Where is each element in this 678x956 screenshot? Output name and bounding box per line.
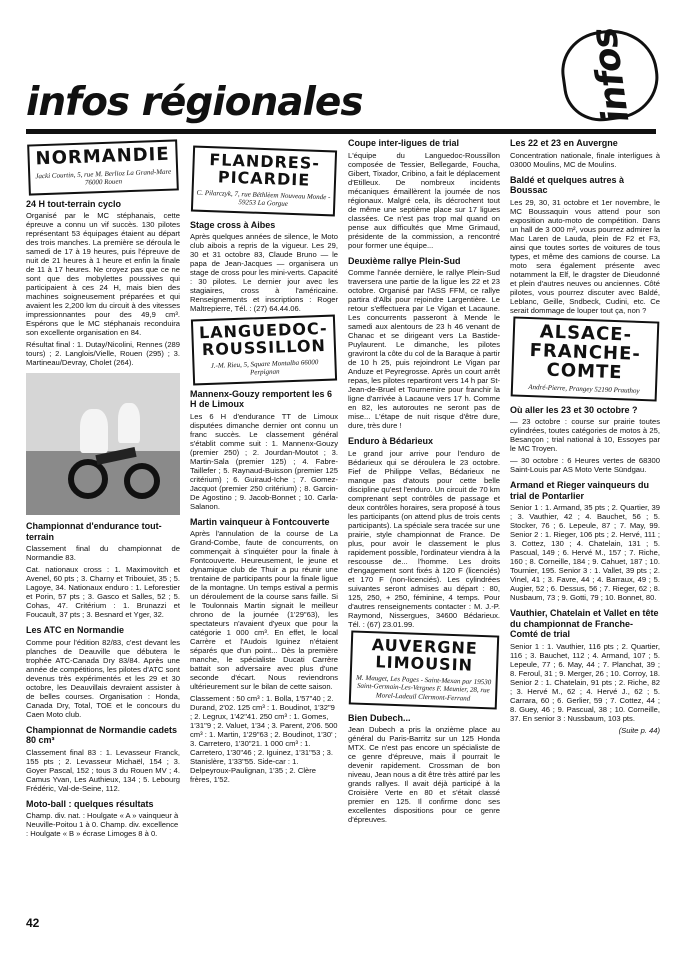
column-3	[348, 138, 500, 827]
article-results: Classement : 50 cm³ : 1. Bolla, 1'57"40 ; 2. Durand, 2'02. 125 cm³ : 1. Boudinot, 1'32"9 ; 2. Legrux, 1'42"41. 250 cm³ : 1. Gomes, 1'31"9 ; 2. Valuet, 1'34 ; 3. Parent, 2'06. 500 cm³ : 1. Martin, 1'29"63 ; 2. Boudinot, 1'30' ; 3. Carretero, 1'30"21. 1 000 cm³ : 1. Carretero, 1'30"46 ; 2. Iguinez, 1'31"53 ; 3. Stanislère, 1'33"55. Side-car : 1. Delpeyroux-Paulignan, 1'35 ; 2. Clère frères, 1'52.	[190, 694, 338, 785]
article-title: Enduro à Bédarieux	[348, 436, 434, 446]
article-title: Championnat de Normandie cadets 80 cm³	[26, 724, 178, 746]
article-title: Bien Dubech...	[348, 712, 411, 723]
article-results: Senior 1 : 1. Vauthier, 116 pts ; 2. Quartier, 116 ; 3. Bauchet, 112 ; 4. Armand, 107 ; 5. Lepeule, 77 ; 6. May, 44 ; 7. Planchat, 39 ; 8. Feroul, 31 ; 9. Merger, 26 ; 10. Corroy, 18. Senior 2 : 1. Chatelain, 91 pts ; 2. Riche, 82 ; 3. Hervé M., 62 ; 4. Hervé J., 62 ; 5. Carrara, 60 ; 6. Gerlier, 59 ; 7. Cottez, 44 ; 8. Guey, 46 ; 9. Pascual, 38 ; 10. Corneille, 37. En senior 3 : Nussbaum, 103 pts.	[510, 641, 660, 723]
article-title: Armand et Rieger vainqueurs du trial de Pontarlier	[510, 480, 650, 501]
article-title: Stage cross à Aibes	[190, 219, 276, 230]
region-address: André-Pierre, Prangey 52190 Prauthoy	[528, 382, 640, 395]
article-text: — 23 octobre : course sur prairie toutes cylindrées, toutes catégories de motos à 25, Besançon ; trial national à 10, Essoyes par le MC Troyen.	[510, 417, 660, 454]
page-title: infos régionales	[26, 80, 363, 125]
article-title: Moto-ball : quelques résultats	[26, 798, 154, 809]
article-title: Mannenx-Gouzy remportent les 6 H de Limoux	[190, 388, 333, 410]
region-address: M. Mauget, Les Pages - Saint-Mexan par 19530 Saint-Germain-Les-Vergnes F. Meunier, 28, rue Morel-Ladeuil Clermont-Ferrand	[356, 672, 492, 702]
article-results: Senior 1 : 1. Armand, 35 pts ; 2. Quartier, 39 ; 3. Vauthier, 42 ; 4. Bauchet, 56 ; 5. Stocker, 76 ; 6. Lepeule, 87 ; 7. May, 99. Senior 2 : 1. Rieger, 106 pts ; 2. Hervé, 111 ; 3. Cottez, 130 ; 4. Chatelain, 131 ; 5. Pascual, 149 ; 6. Hervé M., 157 ; 7. Riche, 160 ; 8. Corneille, 184 ; 9. Cahuet, 187 ; 10. Tournier, 195. Senior 3 : 1. Vallet, 39 pts ; 2. Vinel, 41 ; 3. Favre, 44 ; 4. Barraux, 49 ; 5. Augier, 52 ; 6. Dessus, 56 ; 7. Rieger, 62 ; 8. Nusbaum, 73 ; 9. Gotti, 79 ; 10. Bonnet, 80.	[510, 503, 660, 603]
title-rule	[26, 129, 656, 134]
article-text: Champ. div. nat. : Houlgate « A » vainqueur à Neuville-Poitou 1 à 0. Champ. div. excellence : Houlgate « B » écrase Limoges 8 à 0.	[26, 811, 179, 839]
article-text: Les 29, 30, 31 octobre et 1er novembre, le MC Boussaquin vous attend pour son exposition auto-moto de compétition. Dans un hall de 3 000 m², vous pourrez admirer la Mac Laren de Lauda, plein de F2 et F3, ainsi que toutes sortes de voitures de tous types, et même des camions de course. La moto sera également présente avec notamment la Elf, le dragster de Dieudonné et plein d'autres neuves ou anciennes. Côté pilotes, vous pourrez discuter avec Baldé, Leblanc, Geille, Sndbeck, Cudini, etc. Ce serait dommage de louper tout ça, non ?	[510, 197, 660, 315]
logo-text: infos	[583, 25, 637, 125]
article-text: Organisé par le MC stéphanais, cette épreuve a connu un vif succès. 130 pilotes représentant 53 équipages étaient au départ des trois manches. La première se déroula le samedi de 17 à 19 heures, puis l'épreuve de nuit de 21 heures à 1 heure et enfin la finale de 11 à 17 heures. Ne croyez pas que ce ne sont que des mobylettes poussives qui participaient à ces 24 H, mais bien des machines soigneusement préparées et qui avaient les 2,200 km du circuit à des vitesses impressionnantes pour des 49,9 cm³. Espérons que le MC stéphanais reconduira son excellente organisation en 84.	[26, 211, 180, 338]
article-title: Championnat d'endurance tout-terrain	[26, 521, 162, 542]
page-number: 42	[26, 916, 40, 930]
article-results: Cat. nationaux cross : 1. Maximovitch et Avenel, 60 pts ; 3. Charny et Tribouiet, 35 ; 5. Lagoye, 34. Nationaux enduro : 1. Leforestier et Porin, 57 pts ; 3. Gasco et Salles, 52 ; 5. Cohas, 47. Critérium : 1. Brunazzi et Foucault, 37 pts ; 3. Besnard et Yger, 32.	[26, 565, 180, 620]
article-results: Résultat final : 1. Dutay/Nicolini, Rennes (289 tours) ; 2. Langlois/Vielle, Rouen (295) ; 3. Martineau/Devray, Cholet (264).	[26, 340, 180, 368]
region-box-auvergne-limousin	[349, 630, 499, 709]
article-title: Baldé et quelques autres à Boussac	[510, 174, 625, 195]
column-1	[26, 138, 180, 841]
article-title: Vauthier, Chatelain et Vallet en tête du championnat de Franche-Comté de trial	[510, 608, 659, 640]
motocross-photo	[26, 373, 180, 515]
article-text: Classement final 83 : 1. Levasseur Franck, 155 pts ; 2. Levasseur Michaël, 154 ; 3. Goyer Pascal, 152 ; tous 3 du Rouen MV ; 4. Camus Yvan, Les Authieux, 134 ; 5. Lebourg Frédéric, Val-de-Seine, 112.	[26, 747, 180, 793]
article-title: Où aller les 23 et 30 octobre ?	[510, 404, 638, 415]
article-text: Après quelques années de silence, le Moto club aibois a repris de la vigueur. Les 29, 30 et 31 octobre 83, Claude Bruno — le papa de Jean-Jacques — organisera un stage de cross pour les mini-verts. Capacité : 30 pilotes. Le dernier jour avec les stagiaires, cross à l'américaine. Renseignements et inscriptions : Roger Maltrepierre, Tél. : (27) 64.44.06.	[190, 232, 338, 314]
article-text: Comme pour l'édition 82/83, c'est devant les planches de Deauville que débutera le trophée ATC-Canada Dry 83/84. Après une année de compétitions, les pilotes d'ATC sont devenus très expérimentés et les 29 et 30 octobre, les Deauvillais devraient assister à de belles courses. Organisation : Honda, Canada Dry, Total, TOE et le concours du Caen Moto club.	[26, 637, 180, 719]
article-title: Martin vainqueur à Fontcouverte	[190, 516, 330, 527]
region-address: Jacki Courtin, 5, rue M. Berlioz La Grand-Mare 76000 Rouen	[35, 167, 172, 188]
article-text: Après l'annulation de la course de La Grand-Combe, faute de concurrents, on commençait à s'inquiéter pour la finale à Fontcouverte. Heureusement, le jeune et dynamique club de Thuir a pu réunir une trentaine de participants pour la finale ligue de la montagne. Un temps estival a permis un déroulement de la course sans faille. Si le Toulonnais Martin signait le meilleur chrono de la journée (1'29"63), les spectateurs n'avaient d'yeux que pour la catégorie 1 000 cm³. En effet, le local Carrère et l'Audois Iguinez n'étaient séparés que d'un point... Dès la première manche, le spécialiste Ducati Carrère battait son adversaire avec plus d'une seconde d'écart. Nous reviendrons ultérieurement sur le bilan de cette saison.	[190, 529, 338, 692]
article-text: Les 6 H d'endurance TT de Limoux disputées dimanche dernier ont connu un franc succès. Le classement général s'établit comme suit : 1. Mannenx-Gouzy (premier 250) ; 2. Jourdan-Moutot ; 3. Martin-Sala (premier 125) ; 4. Fabre-Taillefer ; 5. Raynaud-Buisson (premier 125 critérium) ; 6. Guiraud-Iche ; 7. Gomez-Jacquot (premier 250 critérium) ; 8. Garcin-De Agostino ; 9. Jacob-Bonnet ; 10. Carla-Salanon.	[190, 411, 338, 511]
region-box-alsace-franche-comte	[511, 316, 660, 401]
region-name: ALSACE-FRANCHE-COMTE	[529, 320, 642, 383]
column-2	[190, 138, 338, 787]
region-address: C. Pilarczyk, 7, rue Béthlèem Nouveau Monde - 59253 La Gorgue	[196, 188, 331, 208]
continued-note: (Suite p. 44)	[618, 725, 660, 735]
article-text: L'équipe du Languedoc-Roussillon composée de Tessier, Bellegarde, Foucha, Gibert, Tixador, Cribino, a fait le déplacement d'Etilleux. De nombreux incidents mécaniques émaillèrent la journée de nos régionaux. Malgré cela, ils décrochent tout de même une septième place sur 17 ligues classées. Ce n'est pas trop mal quand on pense aux difficultés que Mme Grimaud, présidente de la commission, a rencontré pour former une équipe...	[348, 150, 500, 250]
article-text: Le grand jour arrive pour l'enduro de Bédarieux qui se déroulera le 23 octobre. Fief de Philippe Vellas, Bédarieux ne manque pas d'atouts pour cette belle discipline qu'est l'enduro. Un circuit de 70 km comprenant sept contrôles de passage et deux contrôles horaires, sera proposé à tous les participants (on attend plus de trois cents participants). La spéciale sera tracée sur une prairie, style championnat de France. De plus, pour avoir le classement le plus rapidement possible, l'ordinateur viendra à la rescousse de... l'homme. Les droits d'engagement sont fixés à 120 F (licenciés) et 170 F (non-licenciés). Les cylindrées suivantes seront admises au départ : 80, 125, 250, + 250, féminine, 4 temps. Pour d'autres renseignements contacter : M. J.-P. Raymond, Nissergues, 34600 Bédarieux. Tél. : (67) 23.01.99.	[348, 448, 500, 629]
region-name: AUVERGNE LIMOUSIN	[371, 634, 479, 674]
column-4	[510, 138, 660, 738]
region-name: NORMANDIE	[35, 143, 170, 170]
article-title: Les ATC en Normandie	[26, 625, 125, 636]
article-text: Comme l'année dernière, le rallye Plein-Sud traversera une partie de la ligue les 22 et 23 octobre. Organisé par l'ASS FFM, ce rallye partira d'Albi pour rejoindre Largentière. Le retour s'effectuera par Le Vigan et Lacaune. Les concurrents passeront à Mende le samedi aux alentours de 23 h 46 venant de Chanac et se dirigeant vers La Bastide-Puylaurent. Le dimanche, les pilotes graviront la côte du col de la Baraque à partir de 10 h 25, puis rejoindront Le Vigan par Anduze et Peyregrosse. Après un court arrêt repas, les pilotes repartiront vers 14 h par St-Jean-de-Bruel et Tournemire pour franchir la ligne d'arrivée à Lacaune vers 17 h. Comme en 82, les autoroutes ne seront pas de mise... L'étape de nuit risque d'être dure, dure, très dure !	[348, 268, 500, 430]
article-title: Deuxième rallye Plein-Sud	[348, 255, 461, 266]
article-text: Classement final du championnat de Normandie 83.	[26, 544, 180, 563]
article-text: Jean Dubech a pris la onzième place au général du Paris-Barritz sur un 125 Honda MTX. Ce n'est pas encore un spécialiste de ce genre d'épreuve, mais il pourrait le devenir rapidement. Crossman de bon niveau, Jean nous a dit être très attiré par les grands rallyes. Il avait déjà participé à la Croisière Verte en 80 et s'était classé premier en 125. Il confirme donc ses excellentes dispositions pour ce genre d'épreuves.	[348, 725, 500, 825]
region-box-languedoc-roussillon	[191, 315, 337, 386]
article-title: Coupe inter-ligues de trial	[348, 138, 460, 148]
region-box-normandie	[27, 139, 179, 195]
article-text: Concentration nationale, finale interligues à 03000 Moulins, MC de Moulins.	[510, 150, 660, 169]
article-title: 24 H tout-terrain cyclo	[26, 198, 122, 209]
region-name: FLANDRES-PICARDIE	[209, 150, 321, 190]
article-title: Les 22 et 23 en Auvergne	[510, 138, 618, 148]
article-text: — 30 octobre : 6 Heures vertes de 68300 Saint-Louis par AS Moto Verte Sündgau.	[510, 456, 660, 475]
region-name: LANGUEDOC-ROUSSILLON	[198, 318, 328, 360]
region-address: J.-M. Rieu, 5, Square Montalba 66000 Perpignan	[210, 357, 319, 377]
infos-logo	[556, 24, 664, 126]
region-box-flandres-picardie	[191, 146, 337, 217]
